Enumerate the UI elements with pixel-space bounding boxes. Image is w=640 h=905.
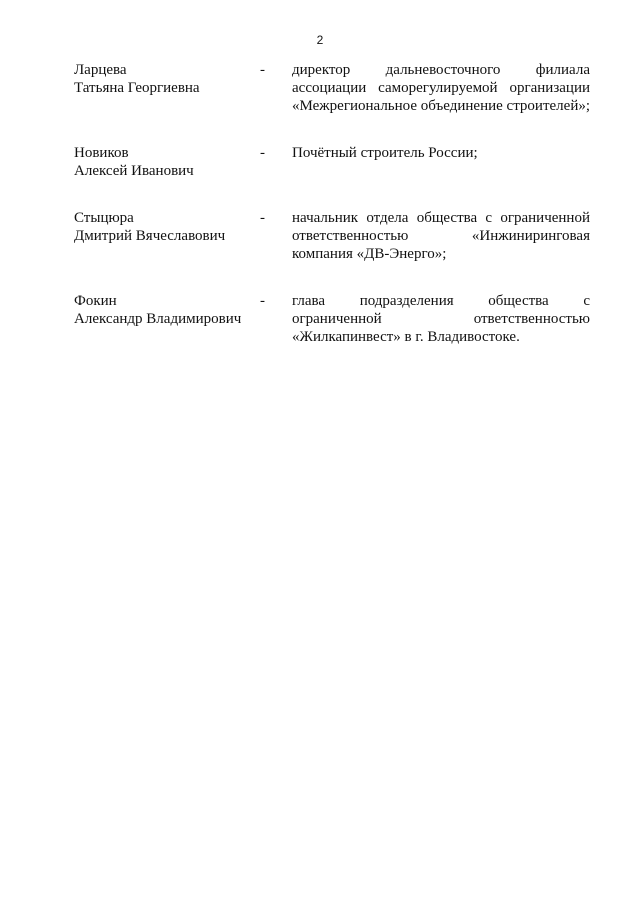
position-line: ассоциации саморегулируемой организации [292, 80, 590, 96]
member-position [292, 144, 590, 180]
member-surname: Стыцюра [74, 210, 134, 226]
position-line: «Межрегиональное объединение строителей»; [292, 98, 591, 114]
position-line: начальник отдела общества с ограниченной [292, 210, 590, 226]
position-line: Почётный строитель России; [292, 145, 478, 161]
separator-dash: - [260, 62, 265, 78]
separator-dash: - [260, 145, 265, 161]
list-item [74, 61, 590, 115]
position-line: компания «ДВ-Энерго»; [292, 246, 447, 262]
member-name [74, 292, 254, 328]
list-item [74, 209, 590, 263]
list-item [74, 144, 590, 180]
member-name [74, 61, 254, 97]
member-given-names: Дмитрий Вячеславович [74, 228, 226, 244]
member-list [74, 61, 590, 346]
member-surname: Новиков [74, 145, 129, 161]
member-position [292, 209, 590, 263]
member-given-names: Татьяна Георгиевна [74, 80, 200, 96]
member-surname: Ларцева [74, 62, 127, 78]
position-line: «Жилкапинвест» в г. Владивостоке. [292, 329, 520, 345]
position-line: глава подразделения общества с [292, 293, 590, 309]
member-given-names: Алексей Иванович [74, 163, 194, 179]
member-name [74, 209, 254, 245]
member-name [74, 144, 254, 180]
member-surname: Фокин [74, 293, 117, 309]
list-item [74, 292, 590, 346]
separator-dash: - [260, 293, 265, 309]
position-line: директор дальневосточного филиала [292, 62, 590, 78]
member-given-names: Александр Владимирович [74, 311, 242, 327]
page-number: 2 [316, 33, 324, 47]
separator-dash: - [260, 210, 265, 226]
position-line: ответственностью «Инжиниринговая [292, 228, 590, 244]
member-position [292, 61, 590, 115]
position-line: ограниченной ответственностью [292, 311, 590, 327]
member-position [292, 292, 590, 346]
